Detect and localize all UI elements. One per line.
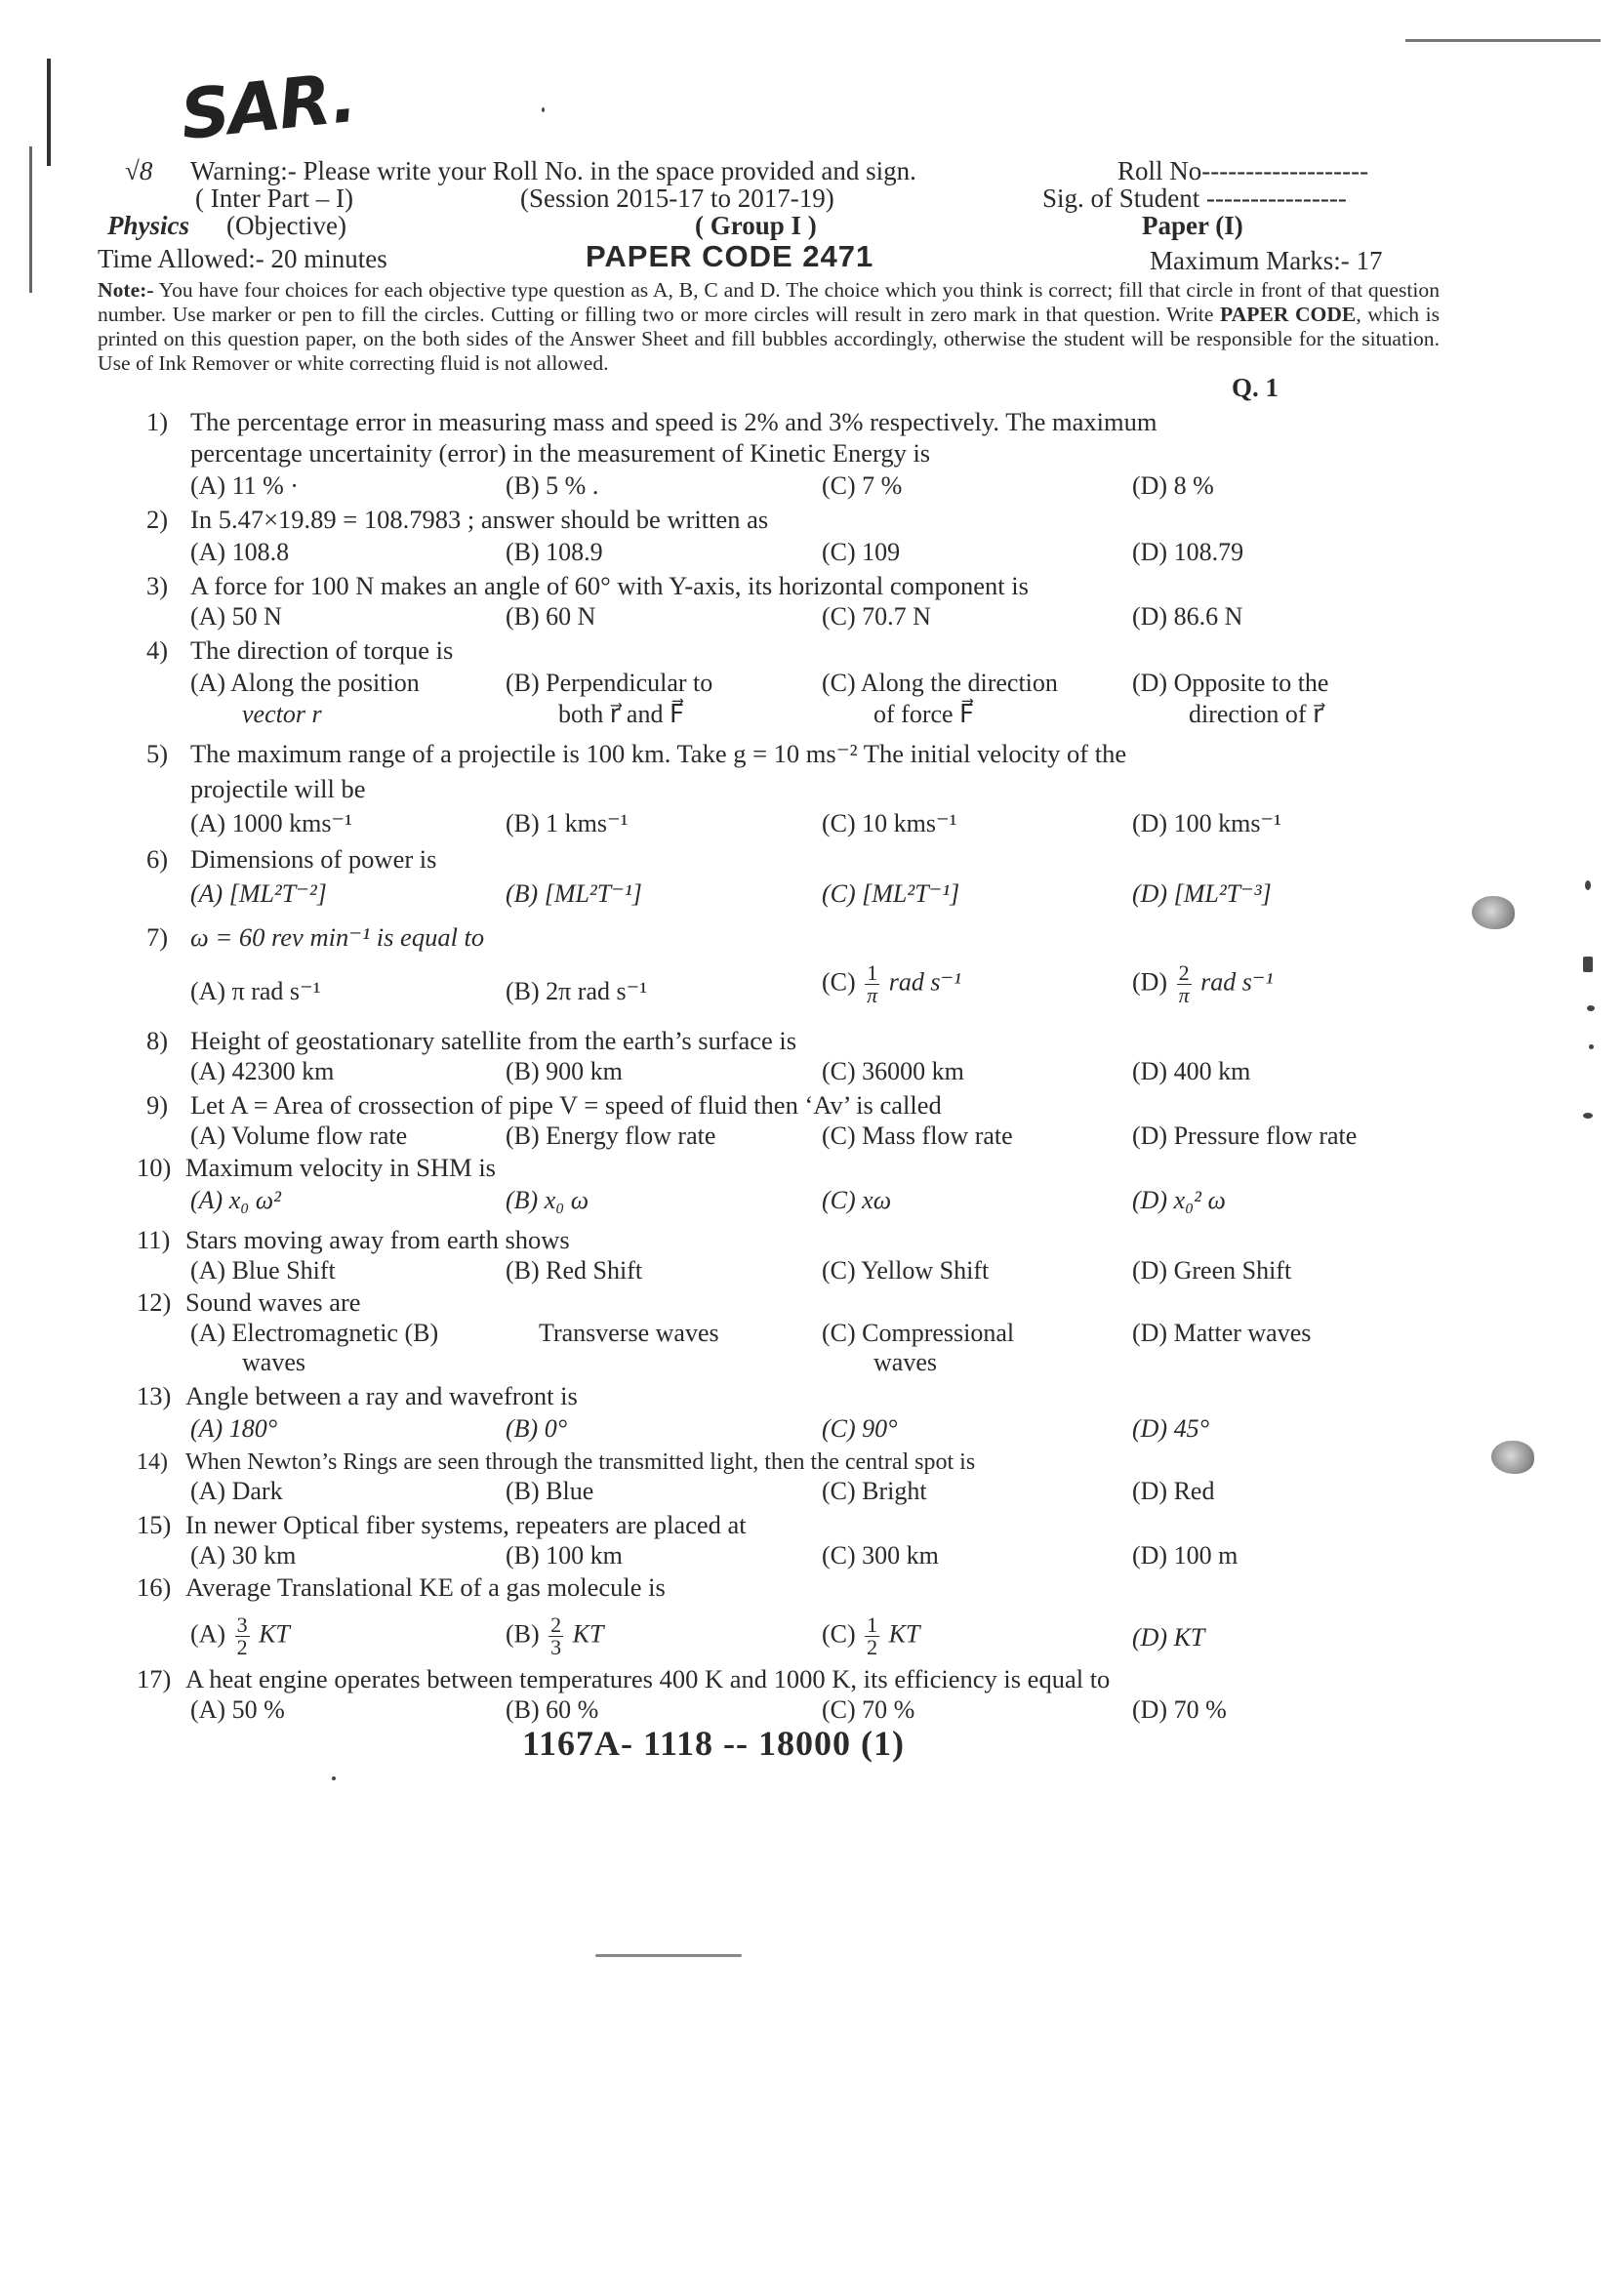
option-b [506, 1614, 603, 1658]
session-label: (Session 2015-17 to 2017-19) [520, 184, 834, 213]
question-number: 6) [146, 844, 169, 874]
option-c: (C) Bright [822, 1477, 927, 1505]
fraction [548, 1614, 563, 1658]
question-text: Average Translational KE of a gas molecule is [185, 1572, 666, 1602]
option-b: Transverse waves [539, 1319, 719, 1347]
option-a: (A) π rad s⁻¹ [190, 977, 321, 1005]
signature-field: Sig. of Student ---------------- [1042, 184, 1347, 213]
option-d: (D) Green Shift [1132, 1256, 1292, 1285]
option-c: (C) 70 % [822, 1695, 915, 1724]
question-number: 8) [146, 1026, 169, 1055]
question-text-cont: percentage uncertainity (error) in the measurement of Kinetic Energy is [190, 438, 931, 468]
scan-speck [1583, 957, 1593, 972]
note-text-1: You have four choices for each objective type question as A, B, C and D. The choice which you think is correct; fill that circle in front of that question number. Use marker or pen to fill the circles. Cutting or filling two or more circles will result in zero mark in that question. Write [98, 278, 1440, 326]
fraction [865, 1614, 879, 1658]
option-b: (B) x₀ ω [506, 1186, 589, 1214]
numerator: 3 [236, 1612, 248, 1637]
question-text: A heat engine operates between temperatures 400 K and 1000 K, its efficiency is equal to [185, 1664, 1111, 1693]
option-b: (B) Red Shift [506, 1256, 643, 1285]
question-group-label: Q. 1 [1232, 373, 1279, 402]
handwritten-initials: SAR. [177, 57, 359, 156]
option-d: (D) 100 m [1132, 1541, 1238, 1570]
question-number: 14) [137, 1449, 168, 1475]
question-text: Dimensions of power is [190, 844, 437, 874]
option-b: (B) 5 % . [506, 471, 599, 500]
question-number: 9) [146, 1090, 169, 1120]
option-a-cont: vector r⃗ [242, 700, 342, 728]
scan-speck [1583, 1113, 1593, 1119]
option-c-label: (C) [822, 1619, 856, 1649]
paper-number-label: Paper (I) [1142, 211, 1243, 240]
option-a: (A) x₀ ω² [190, 1186, 281, 1214]
question-number: 13) [137, 1381, 172, 1410]
question-number: 4) [146, 635, 169, 665]
warning-text: Warning:- Please write your Roll No. in the space provided and sign. [190, 156, 916, 185]
fraction [865, 962, 879, 1006]
max-marks-label: Maximum Marks:- 17 [1150, 246, 1383, 275]
question-text: Stars moving away from earth shows [185, 1225, 570, 1254]
unit: KT [888, 1619, 920, 1649]
option-a: (A) 50 N [190, 602, 282, 631]
option-d: (D) [ML²T⁻³] [1132, 879, 1272, 908]
question-number: 1) [146, 407, 169, 436]
option-a-cont: waves [242, 1348, 305, 1376]
option-b: (B) 60 % [506, 1695, 599, 1724]
option-d: (D) 86.6 N [1132, 602, 1243, 631]
question-text: Sound waves are [185, 1287, 361, 1317]
option-c: (C) 10 kms⁻¹ [822, 809, 957, 837]
option-c: (C) 300 km [822, 1541, 939, 1570]
option-c: (C) 36000 km [822, 1057, 964, 1085]
unit: KT [259, 1619, 290, 1649]
denominator: 2 [236, 1635, 248, 1659]
denominator: 2 [867, 1635, 878, 1659]
option-d [1132, 962, 1273, 1006]
option-d-cont: direction of r⃗ [1189, 700, 1323, 728]
numerator: 2 [1177, 962, 1192, 985]
option-c: (C) [ML²T⁻¹] [822, 879, 960, 908]
option-c: (C) xω [822, 1186, 892, 1214]
option-a: (A) 30 km [190, 1541, 297, 1570]
subject-label: Physics [107, 211, 189, 240]
fraction [1177, 962, 1192, 1006]
question-text: ω = 60 rev min⁻¹ is equal to [190, 922, 485, 952]
option-c: (C) Mass flow rate [822, 1122, 1013, 1150]
option-d: (D) Matter waves [1132, 1319, 1312, 1347]
paper-code-label: PAPER CODE 2471 [586, 239, 874, 273]
option-d: (D) 45° [1132, 1414, 1209, 1443]
option-d: (D) Opposite to the [1132, 669, 1329, 697]
question-text: Let A = Area of crossection of pipe V = speed of fluid then ‘Av’ is called [190, 1090, 942, 1120]
question-number: 3) [146, 571, 169, 600]
question-number: 16) [137, 1572, 172, 1602]
numerator: 2 [550, 1612, 562, 1637]
question-number: 5) [146, 739, 169, 768]
question-number: 17) [137, 1664, 172, 1693]
group-label: ( Group I ) [695, 211, 817, 240]
option-a-label: (A) [190, 1619, 226, 1649]
question-number: 12) [137, 1287, 172, 1317]
option-a: (A) Along the position [190, 669, 420, 697]
margin-mark [29, 146, 32, 293]
option-d: (D) 108.79 [1132, 538, 1244, 566]
scan-speck [542, 107, 545, 112]
numerator: 1 [865, 962, 879, 985]
part-label: ( Inter Part – I) [195, 184, 353, 213]
option-c: (C) 109 [822, 538, 901, 566]
option-a: (A) 180° [190, 1414, 278, 1443]
note-text-2: , which is printed on this question paper, on the both sides of the Answer Sheet and fill bubbles accordingly, otherwise the student will be responsible for the situation. Use of Ink Remover or white correcting fluid is not allowed. [98, 303, 1441, 375]
time-allowed-label: Time Allowed:- 20 minutes [98, 244, 387, 273]
option-b: (B) Blue [506, 1477, 594, 1505]
question-text: A force for 100 N makes an angle of 60° with Y-axis, its horizontal component is [190, 571, 1029, 600]
margin-number: √8 [125, 156, 153, 185]
option-b: (B) 900 km [506, 1057, 623, 1085]
option-b: (B) 1 kms⁻¹ [506, 809, 629, 837]
unit: rad s⁻¹ [1200, 967, 1274, 997]
option-c-cont: waves [873, 1348, 937, 1376]
numerator: 1 [867, 1612, 878, 1637]
option-b-label: (B) [506, 1619, 540, 1649]
option-c: (C) 90° [822, 1414, 898, 1443]
option-a: (A) Volume flow rate [190, 1122, 408, 1150]
fraction [235, 1614, 250, 1658]
question-text: In 5.47×19.89 = 108.7983 ; answer should be written as [190, 505, 769, 534]
unit: rad s⁻¹ [888, 967, 961, 997]
option-a: (A) 11 % · [190, 471, 299, 500]
option-d: (D) Pressure flow rate [1132, 1122, 1358, 1150]
option-b: (B) 60 N [506, 602, 596, 631]
option-d-label: (D) [1132, 967, 1168, 997]
scan-edge-line [1405, 39, 1601, 42]
question-text: When Newton’s Rings are seen through the transmitted light, then the central spot is [185, 1449, 976, 1475]
option-a: (A) 42300 km [190, 1057, 335, 1085]
option-d: (D) KT [1132, 1623, 1205, 1652]
paper-footer-code: 1167A- 1118 -- 18000 (1) [522, 1724, 905, 1763]
scan-speck [1589, 1044, 1594, 1049]
question-text: The percentage error in measuring mass and speed is 2% and 3% respectively. The maximum [190, 407, 1157, 436]
option-c: (C) Along the direction [822, 669, 1058, 697]
punch-hole-mark [1472, 896, 1515, 929]
scan-speck [1587, 1005, 1595, 1011]
question-text: The direction of torque is [190, 635, 454, 665]
question-number: 15) [137, 1510, 172, 1539]
scan-speck [332, 1776, 336, 1780]
paper-type-label: (Objective) [226, 211, 346, 240]
option-c [822, 962, 961, 1006]
option-d: (D) Red [1132, 1477, 1215, 1505]
option-b: (B) 2π rad s⁻¹ [506, 977, 648, 1005]
question-text: The maximum range of a projectile is 100 km. Take g = 10 ms⁻² The initial velocity of the [190, 739, 1127, 768]
note-paper-code: PAPER CODE [1220, 303, 1357, 326]
option-b: (B) 108.9 [506, 538, 603, 566]
denominator: 3 [550, 1635, 562, 1659]
unit: KT [572, 1619, 604, 1649]
option-a [190, 1614, 290, 1658]
note-label: Note:- [98, 278, 154, 302]
option-a: (A) 108.8 [190, 538, 290, 566]
question-text: Height of geostationary satellite from the earth’s surface is [190, 1026, 797, 1055]
punch-hole-mark [1491, 1441, 1534, 1474]
option-a: (A) 1000 kms⁻¹ [190, 809, 352, 837]
option-b: (B) [ML²T⁻¹] [506, 879, 642, 908]
option-c: (C) Compressional [822, 1319, 1015, 1347]
denominator: π [867, 983, 878, 1007]
scan-speck [595, 1954, 742, 1957]
option-a: (A) 50 % [190, 1695, 285, 1724]
option-b: (B) 100 km [506, 1541, 623, 1570]
roll-no-field: Roll No------------------- [1117, 156, 1369, 185]
option-d: (D) x₀² ω [1132, 1186, 1226, 1214]
option-a: (A) Blue Shift [190, 1256, 336, 1285]
margin-mark [47, 59, 51, 166]
option-a: (A) [ML²T⁻²] [190, 879, 327, 908]
option-a: (A) Dark [190, 1477, 283, 1505]
option-b: (B) Perpendicular to [506, 669, 713, 697]
option-c: (C) Yellow Shift [822, 1256, 990, 1285]
option-b-cont: both r⃗ and F⃗ [558, 700, 684, 728]
option-c [822, 1614, 919, 1658]
denominator: π [1178, 983, 1190, 1007]
option-d: (D) 400 km [1132, 1057, 1251, 1085]
question-number: 10) [137, 1153, 172, 1182]
option-c: (C) 70.7 N [822, 602, 931, 631]
option-c-label: (C) [822, 967, 856, 997]
question-number: 11) [137, 1225, 171, 1254]
question-number: 2) [146, 505, 169, 534]
option-d: (D) 100 kms⁻¹ [1132, 809, 1281, 837]
option-d: (D) 8 % [1132, 471, 1214, 500]
instructions-note [98, 278, 1440, 376]
question-number: 7) [146, 922, 169, 952]
option-b: (B) 0° [506, 1414, 568, 1443]
option-c-cont: of force F⃗ [873, 700, 975, 728]
scan-speck [1585, 880, 1591, 890]
option-b: (B) Energy flow rate [506, 1122, 716, 1150]
option-c: (C) 7 % [822, 471, 903, 500]
option-d: (D) 70 % [1132, 1695, 1227, 1724]
option-a: (A) Electromagnetic (B) [190, 1319, 439, 1347]
question-text: Maximum velocity in SHM is [185, 1153, 496, 1182]
question-text: Angle between a ray and wavefront is [185, 1381, 578, 1410]
question-text-cont: projectile will be [190, 774, 366, 803]
question-text: In newer Optical fiber systems, repeaters are placed at [185, 1510, 747, 1539]
